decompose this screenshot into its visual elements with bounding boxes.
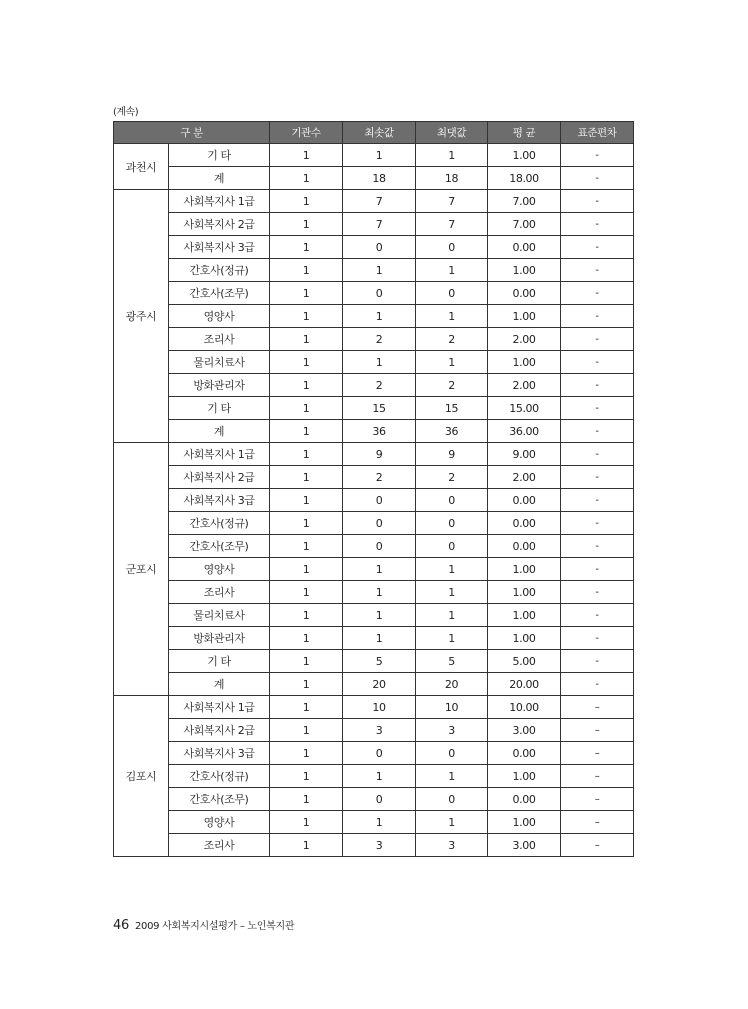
max-cell: 3	[416, 719, 488, 742]
mean-cell: 10.00	[488, 696, 561, 719]
item-cell: 사회복지사 2급	[169, 213, 270, 236]
min-cell: 10	[343, 696, 416, 719]
min-cell: 1	[343, 305, 416, 328]
std-cell: -	[561, 466, 634, 489]
institutions-cell: 1	[270, 305, 343, 328]
institutions-cell: 1	[270, 742, 343, 765]
item-cell: 사회복지사 3급	[169, 236, 270, 259]
mean-cell: 1.00	[488, 765, 561, 788]
table-row	[114, 282, 634, 305]
std-cell: -	[561, 259, 634, 282]
institutions-cell: 1	[270, 811, 343, 834]
std-cell: -	[561, 581, 634, 604]
institutions-cell: 1	[270, 236, 343, 259]
institutions-cell: 1	[270, 489, 343, 512]
max-cell: 0	[416, 788, 488, 811]
institutions-cell: 1	[270, 259, 343, 282]
mean-cell: 18.00	[488, 167, 561, 190]
item-cell: 계	[169, 167, 270, 190]
institutions-cell: 1	[270, 512, 343, 535]
std-cell: –	[561, 696, 634, 719]
std-cell: –	[561, 742, 634, 765]
continuation-label: (계속)	[113, 107, 139, 118]
institutions-cell: 1	[270, 351, 343, 374]
max-cell: 0	[416, 535, 488, 558]
table-row	[114, 351, 634, 374]
max-cell: 1	[416, 558, 488, 581]
institutions-cell: 1	[270, 466, 343, 489]
institutions-cell: 1	[270, 328, 343, 351]
mean-cell: 1.00	[488, 811, 561, 834]
institutions-cell: 1	[270, 190, 343, 213]
max-cell: 10	[416, 696, 488, 719]
table-row	[114, 213, 634, 236]
std-cell: -	[561, 604, 634, 627]
item-cell: 계	[169, 673, 270, 696]
max-cell: 1	[416, 259, 488, 282]
table-row	[114, 305, 634, 328]
table-row	[114, 144, 634, 167]
max-cell: 0	[416, 489, 488, 512]
std-cell: -	[561, 535, 634, 558]
max-cell: 3	[416, 834, 488, 857]
region-cell: 광주시	[114, 190, 169, 443]
min-cell: 1	[343, 144, 416, 167]
table-row	[114, 788, 634, 811]
mean-cell: 1.00	[488, 144, 561, 167]
table-row	[114, 742, 634, 765]
institutions-cell: 1	[270, 604, 343, 627]
table-row	[114, 558, 634, 581]
item-cell: 방화관리자	[169, 374, 270, 397]
institutions-cell: 1	[270, 420, 343, 443]
item-cell: 간호사(조무)	[169, 282, 270, 305]
header-institutions: 기관수	[270, 122, 343, 144]
item-cell: 사회복지사 3급	[169, 742, 270, 765]
table-row	[114, 190, 634, 213]
table-row	[114, 466, 634, 489]
institutions-cell: 1	[270, 650, 343, 673]
min-cell: 0	[343, 742, 416, 765]
item-cell: 사회복지사 2급	[169, 719, 270, 742]
table-row	[114, 834, 634, 857]
item-cell: 계	[169, 420, 270, 443]
mean-cell: 2.00	[488, 328, 561, 351]
item-cell: 간호사(조무)	[169, 535, 270, 558]
mean-cell: 1.00	[488, 259, 561, 282]
max-cell: 7	[416, 190, 488, 213]
item-cell: 사회복지사 1급	[169, 190, 270, 213]
min-cell: 0	[343, 282, 416, 305]
min-cell: 1	[343, 811, 416, 834]
table-row	[114, 627, 634, 650]
max-cell: 15	[416, 397, 488, 420]
item-cell: 영양사	[169, 558, 270, 581]
max-cell: 1	[416, 144, 488, 167]
mean-cell: 2.00	[488, 466, 561, 489]
min-cell: 1	[343, 604, 416, 627]
min-cell: 0	[343, 236, 416, 259]
std-cell: -	[561, 397, 634, 420]
institutions-cell: 1	[270, 627, 343, 650]
item-cell: 사회복지사 1급	[169, 696, 270, 719]
header-category: 구 분	[114, 122, 270, 144]
page-number: 46	[113, 918, 129, 933]
mean-cell: 1.00	[488, 627, 561, 650]
table-row	[114, 673, 634, 696]
table-row	[114, 328, 634, 351]
table-row	[114, 719, 634, 742]
item-cell: 방화관리자	[169, 627, 270, 650]
max-cell: 2	[416, 328, 488, 351]
item-cell: 사회복지사 1급	[169, 443, 270, 466]
max-cell: 0	[416, 512, 488, 535]
min-cell: 15	[343, 397, 416, 420]
std-cell: -	[561, 512, 634, 535]
table-row	[114, 581, 634, 604]
mean-cell: 1.00	[488, 351, 561, 374]
institutions-cell: 1	[270, 397, 343, 420]
institutions-cell: 1	[270, 765, 343, 788]
mean-cell: 20.00	[488, 673, 561, 696]
item-cell: 조리사	[169, 581, 270, 604]
std-cell: -	[561, 167, 634, 190]
std-cell: -	[561, 489, 634, 512]
max-cell: 1	[416, 811, 488, 834]
institutions-cell: 1	[270, 696, 343, 719]
max-cell: 9	[416, 443, 488, 466]
institutions-cell: 1	[270, 213, 343, 236]
std-cell: -	[561, 443, 634, 466]
page-footer	[113, 917, 294, 933]
item-cell: 조리사	[169, 834, 270, 857]
item-cell: 조리사	[169, 328, 270, 351]
mean-cell: 7.00	[488, 213, 561, 236]
mean-cell: 0.00	[488, 742, 561, 765]
std-cell: –	[561, 811, 634, 834]
min-cell: 0	[343, 535, 416, 558]
std-cell: -	[561, 213, 634, 236]
institutions-cell: 1	[270, 443, 343, 466]
mean-cell: 0.00	[488, 236, 561, 259]
max-cell: 1	[416, 765, 488, 788]
item-cell: 사회복지사 3급	[169, 489, 270, 512]
item-cell: 기 타	[169, 144, 270, 167]
std-cell: -	[561, 351, 634, 374]
header-max: 최댓값	[416, 122, 488, 144]
max-cell: 0	[416, 282, 488, 305]
min-cell: 0	[343, 489, 416, 512]
institutions-cell: 1	[270, 558, 343, 581]
max-cell: 2	[416, 374, 488, 397]
table-row	[114, 811, 634, 834]
mean-cell: 0.00	[488, 512, 561, 535]
min-cell: 18	[343, 167, 416, 190]
min-cell: 5	[343, 650, 416, 673]
item-cell: 간호사(정규)	[169, 259, 270, 282]
min-cell: 9	[343, 443, 416, 466]
max-cell: 18	[416, 167, 488, 190]
item-cell: 영양사	[169, 811, 270, 834]
item-cell: 기 타	[169, 650, 270, 673]
mean-cell: 1.00	[488, 558, 561, 581]
std-cell: -	[561, 420, 634, 443]
std-cell: -	[561, 627, 634, 650]
max-cell: 1	[416, 604, 488, 627]
max-cell: 36	[416, 420, 488, 443]
max-cell: 7	[416, 213, 488, 236]
region-cell: 김포시	[114, 696, 169, 857]
min-cell: 1	[343, 558, 416, 581]
item-cell: 간호사(정규)	[169, 765, 270, 788]
institutions-cell: 1	[270, 144, 343, 167]
min-cell: 1	[343, 765, 416, 788]
mean-cell: 0.00	[488, 535, 561, 558]
mean-cell: 1.00	[488, 604, 561, 627]
std-cell: -	[561, 236, 634, 259]
institutions-cell: 1	[270, 788, 343, 811]
std-cell: -	[561, 374, 634, 397]
table-header-row	[114, 122, 634, 144]
mean-cell: 7.00	[488, 190, 561, 213]
std-cell: -	[561, 650, 634, 673]
std-cell: –	[561, 719, 634, 742]
min-cell: 1	[343, 581, 416, 604]
min-cell: 2	[343, 466, 416, 489]
max-cell: 1	[416, 581, 488, 604]
min-cell: 1	[343, 627, 416, 650]
table-row	[114, 535, 634, 558]
footer-title: 2009 사회복지시설평가 – 노인복지관	[134, 921, 295, 932]
institutions-cell: 1	[270, 282, 343, 305]
min-cell: 7	[343, 213, 416, 236]
table-row	[114, 650, 634, 673]
max-cell: 0	[416, 236, 488, 259]
std-cell: -	[561, 305, 634, 328]
std-cell: –	[561, 834, 634, 857]
min-cell: 0	[343, 788, 416, 811]
min-cell: 0	[343, 512, 416, 535]
item-cell: 기 타	[169, 397, 270, 420]
min-cell: 1	[343, 351, 416, 374]
mean-cell: 36.00	[488, 420, 561, 443]
item-cell: 영양사	[169, 305, 270, 328]
std-cell: -	[561, 673, 634, 696]
institutions-cell: 1	[270, 167, 343, 190]
table-row	[114, 236, 634, 259]
max-cell: 1	[416, 305, 488, 328]
std-cell: -	[561, 144, 634, 167]
min-cell: 2	[343, 374, 416, 397]
std-cell: –	[561, 765, 634, 788]
mean-cell: 0.00	[488, 282, 561, 305]
min-cell: 3	[343, 719, 416, 742]
institutions-cell: 1	[270, 581, 343, 604]
max-cell: 1	[416, 351, 488, 374]
item-cell: 물리치료사	[169, 604, 270, 627]
item-cell: 사회복지사 2급	[169, 466, 270, 489]
mean-cell: 0.00	[488, 788, 561, 811]
item-cell: 물리치료사	[169, 351, 270, 374]
institutions-cell: 1	[270, 673, 343, 696]
table-row	[114, 443, 634, 466]
institutions-cell: 1	[270, 834, 343, 857]
mean-cell: 1.00	[488, 581, 561, 604]
min-cell: 36	[343, 420, 416, 443]
min-cell: 2	[343, 328, 416, 351]
std-cell: -	[561, 328, 634, 351]
table-row	[114, 489, 634, 512]
mean-cell: 5.00	[488, 650, 561, 673]
table-row	[114, 765, 634, 788]
table-row	[114, 696, 634, 719]
mean-cell: 0.00	[488, 489, 561, 512]
institutions-cell: 1	[270, 535, 343, 558]
table-row	[114, 259, 634, 282]
institutions-cell: 1	[270, 719, 343, 742]
table-row	[114, 397, 634, 420]
region-cell: 군포시	[114, 443, 169, 696]
min-cell: 20	[343, 673, 416, 696]
std-cell: –	[561, 788, 634, 811]
header-min: 최솟값	[343, 122, 416, 144]
std-cell: -	[561, 558, 634, 581]
max-cell: 0	[416, 742, 488, 765]
institutions-cell: 1	[270, 374, 343, 397]
min-cell: 3	[343, 834, 416, 857]
mean-cell: 3.00	[488, 834, 561, 857]
staff-statistics-table	[113, 121, 634, 857]
mean-cell: 9.00	[488, 443, 561, 466]
max-cell: 2	[416, 466, 488, 489]
std-cell: -	[561, 190, 634, 213]
table-row	[114, 604, 634, 627]
header-mean: 평 균	[488, 122, 561, 144]
min-cell: 1	[343, 259, 416, 282]
table-row	[114, 167, 634, 190]
std-cell: -	[561, 282, 634, 305]
mean-cell: 1.00	[488, 305, 561, 328]
item-cell: 간호사(정규)	[169, 512, 270, 535]
header-std: 표준편차	[561, 122, 634, 144]
table-row	[114, 420, 634, 443]
mean-cell: 2.00	[488, 374, 561, 397]
mean-cell: 3.00	[488, 719, 561, 742]
table-body	[114, 144, 634, 857]
region-cell: 과천시	[114, 144, 169, 190]
max-cell: 1	[416, 627, 488, 650]
mean-cell: 15.00	[488, 397, 561, 420]
max-cell: 5	[416, 650, 488, 673]
item-cell: 간호사(조무)	[169, 788, 270, 811]
min-cell: 7	[343, 190, 416, 213]
table-row	[114, 374, 634, 397]
max-cell: 20	[416, 673, 488, 696]
table-row	[114, 512, 634, 535]
